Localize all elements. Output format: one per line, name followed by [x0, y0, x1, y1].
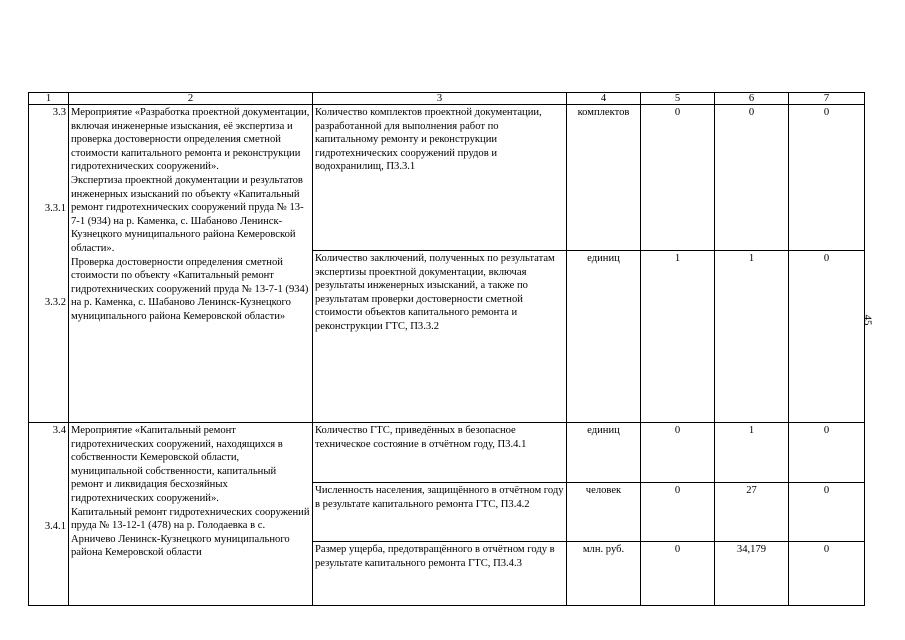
- indicator-value-7: 0: [789, 542, 865, 606]
- indicator-unit: комплектов: [567, 105, 641, 251]
- indicator-value-6: 0: [715, 105, 789, 251]
- indicator-value-5: 1: [641, 251, 715, 423]
- item-number: 3.4: [52, 425, 66, 436]
- program-table: [28, 92, 865, 606]
- indicator-name: Численность населения, защищённого в отчётном году в результате капитального ремонта ГТС, П3.4.2: [313, 483, 567, 542]
- indicator-name: Количество комплектов проектной документации, разработанной для выполнения работ по капитальному ремонту и реконструкции гидротехнических сооружений прудов и водохранилищ, П3.3.1: [313, 105, 567, 251]
- indicator-name: Размер ущерба, предотвращённого в отчётном году в результате капитального ремонта ГТС, П3.4.3: [313, 542, 567, 606]
- indicator-value-7: 0: [789, 105, 865, 251]
- col-header-3: 3: [313, 93, 567, 105]
- activity-cell: [69, 423, 313, 606]
- table-row: [29, 423, 865, 483]
- indicator-unit: человек: [567, 483, 641, 542]
- activity-cell: [69, 105, 313, 423]
- indicator-value-5: 0: [641, 483, 715, 542]
- indicator-unit: единиц: [567, 251, 641, 423]
- indicator-name: Количество заключений, полученных по результатам экспертизы проектной документации, включая результаты инженерных изысканий, а также по результатам проверки достоверности сметной стоимости объектов капитального ремонта и реконструкции ГТС, П3.3.2: [313, 251, 567, 423]
- indicator-value-7: 0: [789, 483, 865, 542]
- activity-text: Экспертиза проектной документации и результатов инженерных изысканий по объекту «Капитальный ремонт гидротехнических сооружений пруда № 13-7-1 (934) на р. Каменка, с. Шабаново Ленинск-Кузнецкого муниципального района Кемеровской области».: [71, 174, 304, 254]
- indicator-value-5: 0: [641, 542, 715, 606]
- col-header-6: 6: [715, 93, 789, 105]
- col-header-2: 2: [69, 93, 313, 105]
- col-header-7: 7: [789, 93, 865, 105]
- item-number-cell: [29, 423, 69, 606]
- activity-text: Мероприятие «Капитальный ремонт гидротехнических сооружений, находящихся в собственности Кемеровской области, муниципальной собственности, капитальный ремонт и ликвидация бесхозяйных гидротехнических сооружений».: [71, 425, 283, 504]
- item-number: 3.3.1: [44, 202, 66, 214]
- indicator-value-6: 27: [715, 483, 789, 542]
- page-number: 45: [861, 314, 874, 326]
- indicator-value-7: 0: [789, 423, 865, 483]
- col-header-1: 1: [29, 93, 69, 105]
- indicator-value-5: 0: [641, 105, 715, 251]
- item-number: 3.3: [52, 107, 66, 118]
- column-header-row: [29, 93, 865, 105]
- col-header-4: 4: [567, 93, 641, 105]
- activity-text: Капитальный ремонт гидротехнических сооружений пруда № 13-12-1 (478) на р. Голодаевка в с. Арничево Ленинск-Кузнецкого муниципального района Кемеровской области: [71, 506, 310, 559]
- activity-text: Проверка достоверности определения сметной стоимости по объекту «Капитальный ремонт гидротехнических сооружений пруда № 13-7-1 (934) на р. Каменка, с. Шабаново Ленинск-Кузнецкого муниципального района Кемеровской области»: [71, 256, 309, 322]
- indicator-unit: млн. руб.: [567, 542, 641, 606]
- item-number-cell: [29, 105, 69, 423]
- indicator-value-6: 1: [715, 423, 789, 483]
- indicator-value-6: 34,179: [715, 542, 789, 606]
- table-row: [29, 105, 865, 251]
- indicator-value-6: 1: [715, 251, 789, 423]
- activity-text: Мероприятие «Разработка проектной документации, включая инженерные изыскания, её экспертиза и проверка достоверности определения сметной стоимости капитального ремонта и реконструкции гидротехнических сооружений».: [71, 107, 310, 173]
- item-number: 3.3.2: [44, 297, 66, 309]
- indicator-unit: единиц: [567, 423, 641, 483]
- indicator-value-7: 0: [789, 251, 865, 423]
- item-number: 3.4.1: [44, 520, 66, 532]
- indicator-value-5: 0: [641, 423, 715, 483]
- indicator-name: Количество ГТС, приведённых в безопасное техническое состояние в отчётном году, П3.4.1: [313, 423, 567, 483]
- col-header-5: 5: [641, 93, 715, 105]
